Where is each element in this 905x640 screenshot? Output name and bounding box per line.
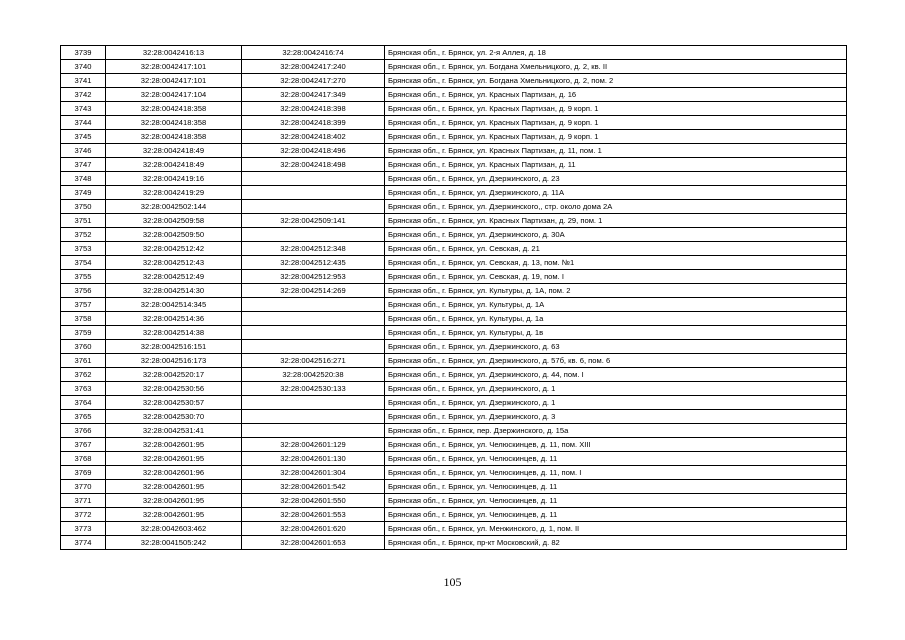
row-number-cell: 3744 (61, 116, 106, 130)
table-row (61, 130, 847, 144)
object-cadastral-number-cell: 32:28:0042516:271 (242, 354, 385, 368)
cadastral-number-cell: 32:28:0042530:70 (106, 410, 242, 424)
object-cadastral-number-cell (242, 200, 385, 214)
object-cadastral-number-cell: 32:28:0042512:435 (242, 256, 385, 270)
address-cell: Брянская обл., г. Брянск, ул. Дзержинского, д. 3 (385, 410, 847, 424)
cadastral-number-cell: 32:28:0042601:95 (106, 494, 242, 508)
object-cadastral-number-cell (242, 424, 385, 438)
object-cadastral-number-cell (242, 326, 385, 340)
object-cadastral-number-cell: 32:28:0042418:398 (242, 102, 385, 116)
table-row (61, 536, 847, 550)
object-cadastral-number-cell: 32:28:0042520:38 (242, 368, 385, 382)
row-number-cell: 3767 (61, 438, 106, 452)
row-number-cell: 3773 (61, 522, 106, 536)
table-row (61, 368, 847, 382)
address-cell: Брянская обл., г. Брянск, ул. Дзержинского, д. 1 (385, 396, 847, 410)
cadastral-number-cell: 32:28:0042601:95 (106, 452, 242, 466)
object-cadastral-number-cell: 32:28:0042417:270 (242, 74, 385, 88)
cadastral-number-cell: 32:28:0042512:43 (106, 256, 242, 270)
cadastral-number-cell: 32:28:0042509:50 (106, 228, 242, 242)
object-cadastral-number-cell: 32:28:0042418:498 (242, 158, 385, 172)
registry-table (60, 45, 847, 550)
object-cadastral-number-cell (242, 172, 385, 186)
row-number-cell: 3761 (61, 354, 106, 368)
row-number-cell: 3759 (61, 326, 106, 340)
table-row (61, 144, 847, 158)
cadastral-number-cell: 32:28:0041505:242 (106, 536, 242, 550)
cadastral-number-cell: 32:28:0042514:345 (106, 298, 242, 312)
address-cell: Брянская обл., г. Брянск, ул. Богдана Хмельницкого, д. 2, пом. 2 (385, 74, 847, 88)
row-number-cell: 3746 (61, 144, 106, 158)
address-cell: Брянская обл., г. Брянск, ул. Красных Партизан, д. 11, пом. 1 (385, 144, 847, 158)
address-cell: Брянская обл., г. Брянск, ул. Красных Партизан, д. 16 (385, 88, 847, 102)
table-row (61, 242, 847, 256)
row-number-cell: 3764 (61, 396, 106, 410)
address-cell: Брянская обл., г. Брянск, ул. Севская, д. 19, пом. I (385, 270, 847, 284)
cadastral-number-cell: 32:28:0042417:101 (106, 60, 242, 74)
object-cadastral-number-cell: 32:28:0042601:653 (242, 536, 385, 550)
table-row (61, 270, 847, 284)
row-number-cell: 3752 (61, 228, 106, 242)
table-row (61, 214, 847, 228)
row-number-cell: 3741 (61, 74, 106, 88)
row-number-cell: 3774 (61, 536, 106, 550)
cadastral-number-cell: 32:28:0042516:151 (106, 340, 242, 354)
cadastral-number-cell: 32:28:0042417:104 (106, 88, 242, 102)
cadastral-number-cell: 32:28:0042601:95 (106, 480, 242, 494)
row-number-cell: 3742 (61, 88, 106, 102)
cadastral-number-cell: 32:28:0042502:144 (106, 200, 242, 214)
address-cell: Брянская обл., г. Брянск, ул. Красных Партизан, д. 9 корп. 1 (385, 116, 847, 130)
table-row (61, 340, 847, 354)
address-cell: Брянская обл., г. Брянск, ул. Дзержинского, д. 57б, кв. 6, пом. 6 (385, 354, 847, 368)
row-number-cell: 3770 (61, 480, 106, 494)
cadastral-number-cell: 32:28:0042530:56 (106, 382, 242, 396)
table-row (61, 326, 847, 340)
cadastral-number-cell: 32:28:0042514:36 (106, 312, 242, 326)
table-row (61, 298, 847, 312)
address-cell: Брянская обл., г. Брянск, ул. Красных Партизан, д. 29, пом. 1 (385, 214, 847, 228)
address-cell: Брянская обл., г. Брянск, ул. Челюскинцев, д. 11 (385, 494, 847, 508)
row-number-cell: 3749 (61, 186, 106, 200)
row-number-cell: 3757 (61, 298, 106, 312)
object-cadastral-number-cell: 32:28:0042514:269 (242, 284, 385, 298)
cadastral-number-cell: 32:28:0042601:96 (106, 466, 242, 480)
row-number-cell: 3765 (61, 410, 106, 424)
table-row (61, 186, 847, 200)
table-row (61, 522, 847, 536)
object-cadastral-number-cell: 32:28:0042417:240 (242, 60, 385, 74)
address-cell: Брянская обл., г. Брянск, ул. Культуры, д. 1А, пом. 2 (385, 284, 847, 298)
object-cadastral-number-cell: 32:28:0042601:304 (242, 466, 385, 480)
address-cell: Брянская обл., г. Брянск, ул. Севская, д. 13, пом. №1 (385, 256, 847, 270)
table-row (61, 158, 847, 172)
cadastral-number-cell: 32:28:0042419:29 (106, 186, 242, 200)
row-number-cell: 3747 (61, 158, 106, 172)
address-cell: Брянская обл., г. Брянск, ул. Красных Партизан, д. 9 корп. 1 (385, 102, 847, 116)
object-cadastral-number-cell (242, 340, 385, 354)
row-number-cell: 3758 (61, 312, 106, 326)
object-cadastral-number-cell: 32:28:0042601:553 (242, 508, 385, 522)
row-number-cell: 3745 (61, 130, 106, 144)
row-number-cell: 3755 (61, 270, 106, 284)
cadastral-number-cell: 32:28:0042512:42 (106, 242, 242, 256)
cadastral-number-cell: 32:28:0042514:30 (106, 284, 242, 298)
table-row (61, 46, 847, 60)
table-row (61, 508, 847, 522)
object-cadastral-number-cell: 32:28:0042418:402 (242, 130, 385, 144)
table-row (61, 494, 847, 508)
table-row (61, 452, 847, 466)
table-row (61, 396, 847, 410)
cadastral-number-cell: 32:28:0042520:17 (106, 368, 242, 382)
table-row (61, 438, 847, 452)
cadastral-number-cell: 32:28:0042418:49 (106, 144, 242, 158)
object-cadastral-number-cell (242, 298, 385, 312)
row-number-cell: 3750 (61, 200, 106, 214)
row-number-cell: 3748 (61, 172, 106, 186)
address-cell: Брянская обл., г. Брянск, ул. Менжинского, д. 1, пом. II (385, 522, 847, 536)
address-cell: Брянская обл., г. Брянск, ул. Культуры, д. 1а (385, 312, 847, 326)
table-row (61, 116, 847, 130)
row-number-cell: 3739 (61, 46, 106, 60)
object-cadastral-number-cell: 32:28:0042416:74 (242, 46, 385, 60)
table-row (61, 284, 847, 298)
cadastral-number-cell: 32:28:0042530:57 (106, 396, 242, 410)
table-row (61, 466, 847, 480)
object-cadastral-number-cell: 32:28:0042418:496 (242, 144, 385, 158)
row-number-cell: 3769 (61, 466, 106, 480)
table-row (61, 200, 847, 214)
row-number-cell: 3763 (61, 382, 106, 396)
address-cell: Брянская обл., г. Брянск, ул. Дзержинского, д. 11А (385, 186, 847, 200)
cadastral-number-cell: 32:28:0042601:95 (106, 438, 242, 452)
address-cell: Брянская обл., г. Брянск, ул. Культуры, д. 1А (385, 298, 847, 312)
row-number-cell: 3766 (61, 424, 106, 438)
cadastral-number-cell: 32:28:0042416:13 (106, 46, 242, 60)
cadastral-number-cell: 32:28:0042516:173 (106, 354, 242, 368)
row-number-cell: 3756 (61, 284, 106, 298)
table-row (61, 228, 847, 242)
address-cell: Брянская обл., г. Брянск, ул. Дзержинского, д. 63 (385, 340, 847, 354)
object-cadastral-number-cell: 32:28:0042512:348 (242, 242, 385, 256)
address-cell: Брянская обл., г. Брянск, ул. Культуры, д. 1в (385, 326, 847, 340)
table-row (61, 382, 847, 396)
registry-table-body (61, 46, 847, 550)
cadastral-number-cell: 32:28:0042417:101 (106, 74, 242, 88)
object-cadastral-number-cell: 32:28:0042418:399 (242, 116, 385, 130)
address-cell: Брянская обл., г. Брянск, ул. Дзержинского, д. 44, пом. I (385, 368, 847, 382)
cadastral-number-cell: 32:28:0042509:58 (106, 214, 242, 228)
table-row (61, 102, 847, 116)
cadastral-number-cell: 32:28:0042531:41 (106, 424, 242, 438)
object-cadastral-number-cell: 32:28:0042601:620 (242, 522, 385, 536)
table-row (61, 256, 847, 270)
object-cadastral-number-cell: 32:28:0042509:141 (242, 214, 385, 228)
table-row (61, 424, 847, 438)
cadastral-number-cell: 32:28:0042601:95 (106, 508, 242, 522)
cadastral-number-cell: 32:28:0042419:16 (106, 172, 242, 186)
address-cell: Брянская обл., г. Брянск, ул. Дзержинского, д. 30А (385, 228, 847, 242)
address-cell: Брянская обл., г. Брянск, ул. Челюскинцев, д. 11 (385, 480, 847, 494)
object-cadastral-number-cell: 32:28:0042530:133 (242, 382, 385, 396)
address-cell: Брянская обл., г. Брянск, ул. Красных Партизан, д. 9 корп. 1 (385, 130, 847, 144)
object-cadastral-number-cell: 32:28:0042601:550 (242, 494, 385, 508)
object-cadastral-number-cell: 32:28:0042417:349 (242, 88, 385, 102)
cadastral-number-cell: 32:28:0042418:358 (106, 102, 242, 116)
table-row (61, 312, 847, 326)
table-row (61, 88, 847, 102)
row-number-cell: 3743 (61, 102, 106, 116)
object-cadastral-number-cell (242, 312, 385, 326)
table-row (61, 410, 847, 424)
object-cadastral-number-cell: 32:28:0042512:953 (242, 270, 385, 284)
address-cell: Брянская обл., г. Брянск, ул. Челюскинцев, д. 11 (385, 452, 847, 466)
address-cell: Брянская обл., г. Брянск, ул. Челюскинцев, д. 11, пом. I (385, 466, 847, 480)
address-cell: Брянская обл., г. Брянск, пер. Дзержинского, д. 15а (385, 424, 847, 438)
object-cadastral-number-cell: 32:28:0042601:542 (242, 480, 385, 494)
object-cadastral-number-cell (242, 228, 385, 242)
row-number-cell: 3760 (61, 340, 106, 354)
row-number-cell: 3754 (61, 256, 106, 270)
address-cell: Брянская обл., г. Брянск, ул. Севская, д. 21 (385, 242, 847, 256)
cadastral-number-cell: 32:28:0042418:358 (106, 116, 242, 130)
row-number-cell: 3772 (61, 508, 106, 522)
table-row (61, 60, 847, 74)
table-row (61, 354, 847, 368)
address-cell: Брянская обл., г. Брянск, ул. Дзержинского,, стр. около дома 2А (385, 200, 847, 214)
address-cell: Брянская обл., г. Брянск, ул. Дзержинского, д. 1 (385, 382, 847, 396)
row-number-cell: 3751 (61, 214, 106, 228)
address-cell: Брянская обл., г. Брянск, ул. Богдана Хмельницкого, д. 2, кв. II (385, 60, 847, 74)
cadastral-number-cell: 32:28:0042512:49 (106, 270, 242, 284)
address-cell: Брянская обл., г. Брянск, пр-кт Московский, д. 82 (385, 536, 847, 550)
cadastral-number-cell: 32:28:0042603:462 (106, 522, 242, 536)
address-cell: Брянская обл., г. Брянск, ул. Челюскинцев, д. 11, пом. XIII (385, 438, 847, 452)
object-cadastral-number-cell: 32:28:0042601:129 (242, 438, 385, 452)
row-number-cell: 3753 (61, 242, 106, 256)
row-number-cell: 3768 (61, 452, 106, 466)
table-row (61, 480, 847, 494)
object-cadastral-number-cell (242, 410, 385, 424)
object-cadastral-number-cell (242, 186, 385, 200)
table-row (61, 74, 847, 88)
row-number-cell: 3740 (61, 60, 106, 74)
table-row (61, 172, 847, 186)
address-cell: Брянская обл., г. Брянск, ул. Дзержинского, д. 23 (385, 172, 847, 186)
cadastral-number-cell: 32:28:0042514:38 (106, 326, 242, 340)
page-number: 105 (443, 575, 462, 589)
object-cadastral-number-cell (242, 396, 385, 410)
address-cell: Брянская обл., г. Брянск, ул. Челюскинцев, д. 11 (385, 508, 847, 522)
address-cell: Брянская обл., г. Брянск, ул. Красных Партизан, д. 11 (385, 158, 847, 172)
row-number-cell: 3762 (61, 368, 106, 382)
address-cell: Брянская обл., г. Брянск, ул. 2-я Аллея, д. 18 (385, 46, 847, 60)
row-number-cell: 3771 (61, 494, 106, 508)
object-cadastral-number-cell: 32:28:0042601:130 (242, 452, 385, 466)
cadastral-number-cell: 32:28:0042418:49 (106, 158, 242, 172)
cadastral-number-cell: 32:28:0042418:358 (106, 130, 242, 144)
